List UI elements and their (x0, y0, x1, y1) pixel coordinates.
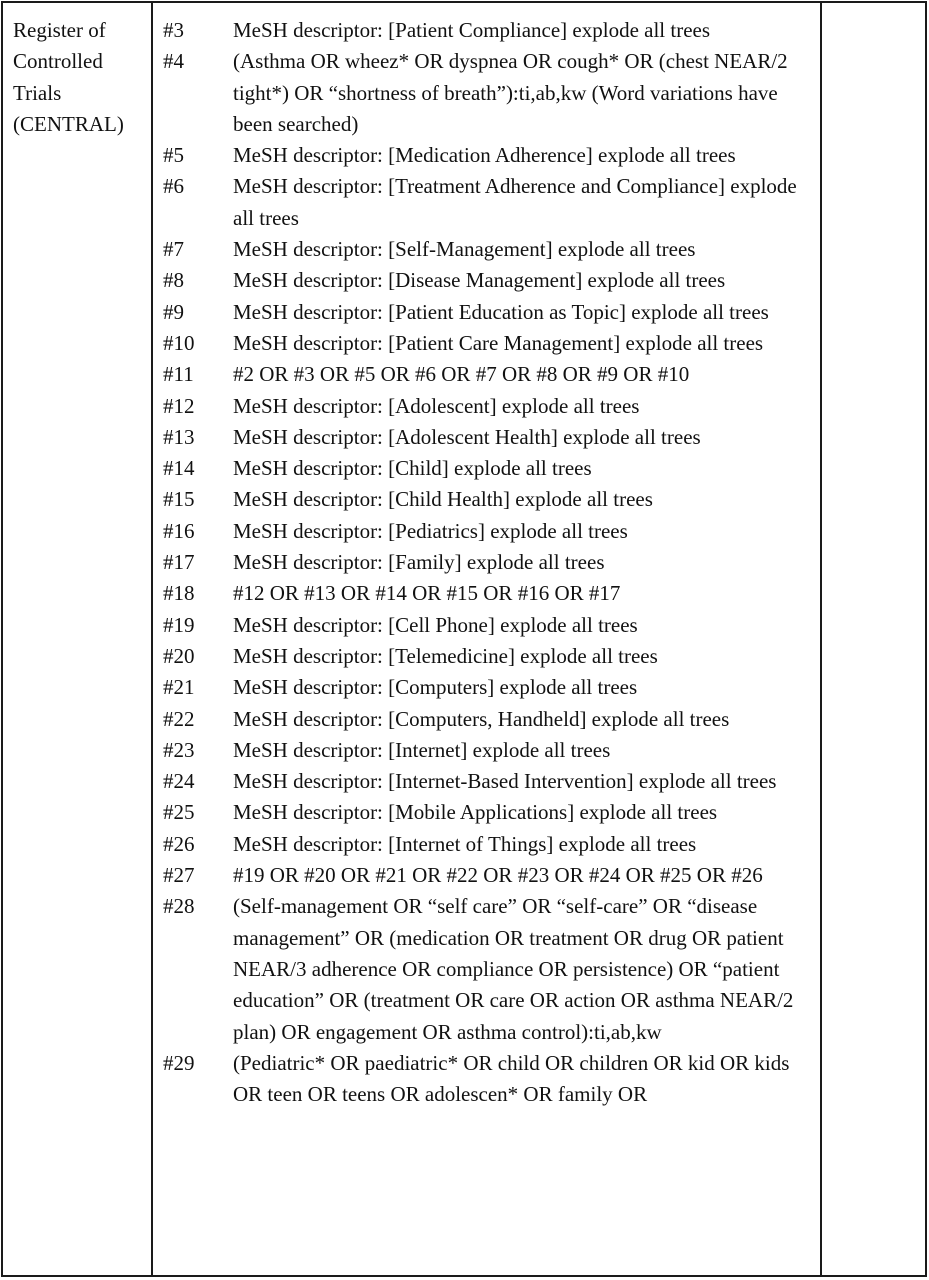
search-line-query: MeSH descriptor: [Family] explode all trees (233, 550, 605, 575)
search-line-number: #20 (163, 643, 195, 668)
search-line-number: #5 (163, 143, 184, 168)
search-line (163, 704, 813, 735)
search-line-query: MeSH descriptor: [Adolescent] explode all trees (233, 393, 640, 418)
column-divider (151, 3, 153, 1275)
search-line-query: MeSH descriptor: [Mobile Applications] explode all trees (233, 800, 718, 825)
search-line-query: (Self-management OR “self care” OR “self-care” OR “disease management” OR (medication OR treatment OR drug OR patient NEAR/3 adherence OR compliance OR persistence) OR “patient education” OR (treatment OR care OR action OR asthma NEAR/2 plan) OR engagement OR asthma control):ti,ab,kw (233, 894, 794, 1044)
search-line-number: #29 (163, 1050, 195, 1075)
database-name-line: Trials (13, 80, 62, 105)
search-line-number: #4 (163, 49, 184, 74)
search-line-number: #26 (163, 831, 195, 856)
search-line-query: MeSH descriptor: [Computers] explode all trees (233, 675, 638, 700)
search-line-query: (Asthma OR wheez* OR dyspnea OR cough* OR (chest NEAR/2 tight*) OR “shortness of breath”):ti,ab,kw (Word variations have been searched) (233, 49, 788, 136)
search-line-number: #21 (163, 675, 195, 700)
search-line-number: #22 (163, 706, 195, 731)
database-name-line: (CENTRAL) (13, 111, 124, 136)
search-line-number: #24 (163, 769, 195, 794)
search-line-query: MeSH descriptor: [Telemedicine] explode all trees (233, 643, 658, 668)
search-line (163, 15, 813, 46)
search-line-number: #23 (163, 737, 195, 762)
search-line (163, 328, 813, 359)
search-line-number: #11 (163, 362, 194, 387)
search-line-query: MeSH descriptor: [Internet] explode all trees (233, 737, 611, 762)
search-line (163, 829, 813, 860)
search-line (163, 641, 813, 672)
search-line (163, 422, 813, 453)
search-line-number: #19 (163, 612, 195, 637)
database-name-cell (13, 15, 147, 140)
search-line-query: MeSH descriptor: [Pediatrics] explode all trees (233, 518, 628, 543)
search-line (163, 234, 813, 265)
search-line-number: #6 (163, 174, 184, 199)
search-line (163, 860, 813, 891)
search-line-query: #2 OR #3 OR #5 OR #6 OR #7 OR #8 OR #9 OR #10 (233, 362, 690, 387)
search-line (163, 1048, 813, 1111)
search-line-query: (Pediatric* OR paediatric* OR child OR children OR kid OR kids OR teen OR teens OR adolescen* OR family OR (233, 1050, 790, 1107)
search-line (163, 265, 813, 296)
search-line-query: MeSH descriptor: [Adolescent Health] explode all trees (233, 424, 701, 449)
search-line (163, 516, 813, 547)
search-line-number: #25 (163, 800, 195, 825)
search-line-query: MeSH descriptor: [Patient Education as Topic] explode all trees (233, 299, 769, 324)
search-line (163, 766, 813, 797)
search-line-number: #9 (163, 299, 184, 324)
search-line (163, 391, 813, 422)
search-line-query: MeSH descriptor: [Child Health] explode all trees (233, 487, 653, 512)
search-line-query: MeSH descriptor: [Medication Adherence] explode all trees (233, 143, 736, 168)
search-line-query: MeSH descriptor: [Internet of Things] explode all trees (233, 831, 697, 856)
search-line-query: MeSH descriptor: [Disease Management] explode all trees (233, 268, 726, 293)
search-line-number: #18 (163, 581, 195, 606)
search-lines-cell (163, 15, 813, 1110)
search-line (163, 891, 813, 1047)
search-line (163, 797, 813, 828)
search-line-number: #12 (163, 393, 195, 418)
search-strategy-table (1, 1, 927, 1277)
search-line (163, 453, 813, 484)
search-line (163, 171, 813, 234)
column-divider (820, 3, 822, 1275)
search-line-query: MeSH descriptor: [Treatment Adherence and Compliance] explode all trees (233, 174, 797, 230)
search-line (163, 578, 813, 609)
search-line-number: #8 (163, 268, 184, 293)
search-line (163, 610, 813, 641)
search-line-number: #16 (163, 518, 195, 543)
search-line-query: #19 OR #20 OR #21 OR #22 OR #23 OR #24 OR #25 OR #26 (233, 863, 763, 888)
search-line-query: MeSH descriptor: [Patient Care Management] explode all trees (233, 330, 764, 355)
search-line-number: #14 (163, 456, 195, 481)
search-line (163, 547, 813, 578)
search-line-query: MeSH descriptor: [Child] explode all trees (233, 456, 592, 481)
search-line-number: #17 (163, 550, 195, 575)
search-line-query: MeSH descriptor: [Internet-Based Intervention] explode all trees (233, 769, 777, 794)
search-line-query: #12 OR #13 OR #14 OR #15 OR #16 OR #17 (233, 581, 621, 606)
search-line-number: #15 (163, 487, 195, 512)
search-line-number: #28 (163, 894, 195, 919)
search-line-number: #27 (163, 863, 195, 888)
search-line-number: #7 (163, 237, 184, 262)
database-name-line: Register of (13, 18, 106, 42)
search-line (163, 140, 813, 171)
search-line (163, 359, 813, 390)
search-line-query: MeSH descriptor: [Cell Phone] explode all trees (233, 612, 638, 637)
search-line-query: MeSH descriptor: [Patient Compliance] explode all trees (233, 18, 711, 42)
search-line (163, 46, 813, 140)
database-name-line: Controlled (13, 49, 103, 74)
search-line-number: #10 (163, 330, 195, 355)
search-line (163, 297, 813, 328)
search-line-query: MeSH descriptor: [Computers, Handheld] explode all trees (233, 706, 730, 731)
search-line-query: MeSH descriptor: [Self-Management] explode all trees (233, 237, 696, 262)
search-line (163, 735, 813, 766)
search-line (163, 484, 813, 515)
search-line-number: #3 (163, 18, 184, 42)
search-line (163, 672, 813, 703)
search-line-number: #13 (163, 424, 195, 449)
